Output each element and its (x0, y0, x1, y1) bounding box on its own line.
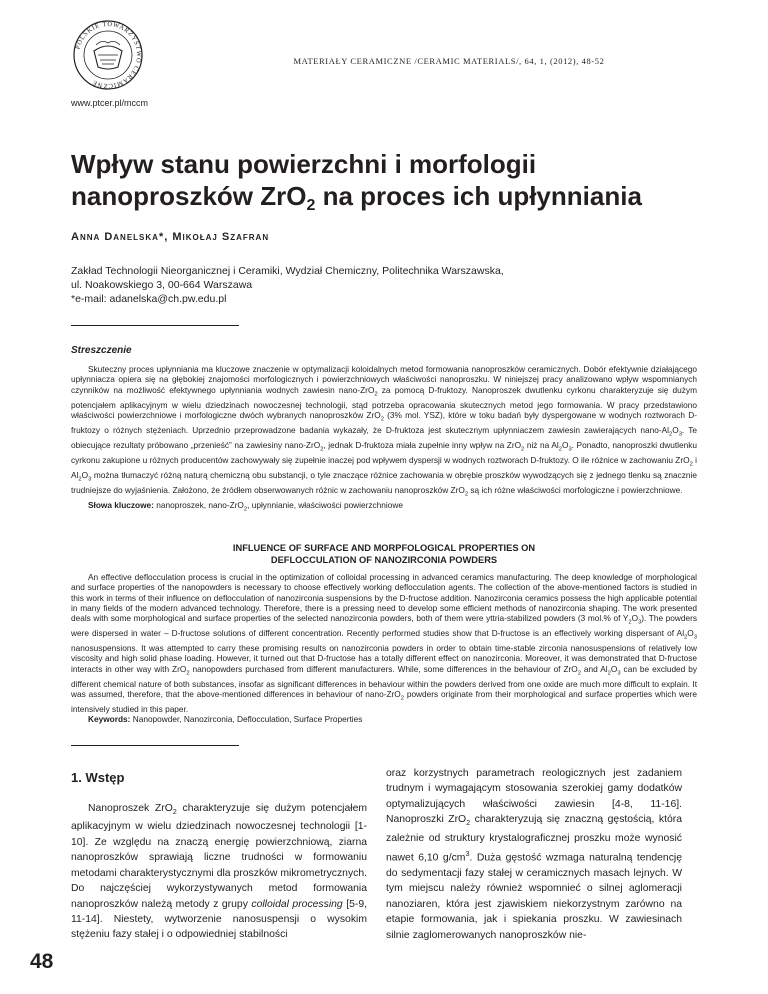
body-column-right: oraz korzystnych parametrach reologicznych jest zadaniem trudnym i wymagającym stosowania szerokiej gamy dodatków optymalizujących właściwości zawiesin [4-8, 11-16]. Nanoproszki ZrO$_2$ charakteryzują się znaczną gęstością, która zależnie od struktury krystalograficznej proszku może wynosić nawet 6,10 $g/cm^3$. Duża gęstość wzmaga naturalną tendencję do sedymentacji fazy stałej w ceramicznych masach lejnych. W tym miejscu należy również wspomnieć o silnej aglomeracji nanoziaren, która jest zjawiskiem niekorzystnym zarówno na etapie formowania, jak i spiekania proszku. W zawiesinach silnie zaglomerowanych nanoproszków nie- (386, 768, 682, 941)
divider (71, 325, 239, 326)
journal-header: MATERIAŁY CERAMICZNE /CERAMIC MATERIALS/, 64, 1, (2012), 48-52 (293, 56, 605, 66)
affiliation: Zakład Technologii Nieorganicznej i Ceramiki, Wydział Chemiczny, Politechnika Warszawska, ul. Noakowskiego 3, 00-664 Warszawa *e-mail: adanelska@ch.pw.edu.pl (71, 265, 504, 305)
abstract-pl: Skuteczny proces upłynniania ma kluczowe znaczenie w optymalizacji koloidalnych metod formowania nanoproszków ceramicznych. Dobór efektywnie działającego upłynniacza opiera się na głębokiej znajomości morfologicznych i powierzchniowych właściwości nanoproszku. W niniejszej pracy analizowano wpływ wspomnianych czynników na możliwość efektywnego upłynniania wodnych zawiesin nano-ZrO$_2$ za pomocą D-fruktozy. Nanoproszek dwutlenku cyrkonu charakteryzuje się dużym potencjałem aplikacyjnym w wielu dziedzinach nowoczesnej technologii, stąd potrzeba opracowania skutecznych metod jego formowania. W pracy przedstawiono właściwości powierzchniowe i morfologiczne dwóch wybranych nanoproszków ZrO$_2$ (3% mol. YSZ), które w toku badań były dyspergowane w wodnych roztworach D-fruktozy o różnych stężeniach. Uprzednio przeprowadzone badania wykazały, że D-fruktoza jest skutecznym upłynniaczem zawiesin zawierających nano-$Al_2O_3$. Te obiecujące rezultaty próbowano „przenieść” na zawiesiny nano-ZrO$_2$, jednak D-fruktoza miała zupełnie inny wpływ na ZrO$_2$ niż na $Al_2O_3$. Ponadto, nanoproszki dwutlenku cyrkonu zakupione u różnych producentów zachowywały się zupełnie inaczej pod wpływem dyspersji w wodnych roztworach D-fruktozy. O ile różnice w zachowaniu ZrO$_2$ i $Al_2O_3$ można tłumaczyć różną naturą chemiczną obu substancji, o tyle znaczące różnice zachowania w obrębie proszków wywodzących się z jednego tlenku są znacznie trudniejsze do wyjaśnienia. Założono, że źródłem obserwowanych różnic w zachowaniu nanoproszków ZrO$_2$ są ich różne właściwości morfologiczne i powierzchniowe. Słowa kluczowe: nanoproszek, nano-ZrO$_2$, upłynnianie, właściwości powierzchniowe (71, 364, 697, 515)
abstract-en: An effective deflocculation process is crucial in the optimization of colloidal processing in advanced ceramics manufacturing. The deep knowledge of morphological and surface properties of the nanopowders is necessary to choose effectively working deflocculation agents. The collection of the above-mentioned factors is studied in this work in terms of their influence on deflocculation of nanozirconia suspensions by the D-fructose addition. Nanozirconia ceramics possess the high applicable potential in many fields of the modern advanced technology. Therefore, there is a pressing need to develop some efficient methods of nanozirconia shaping. The work presented deals with some morphological and surface properties of the selected nanozirconia powders, both of them were yttria-stabilized powders (3 mol.% of $Y_2O_3$). The powders were dispersed in water – D-fructose solutions of different concentration. Recently performed studies show that D-fructose is an effectively working dispersant of $Al_2O_3$ nanosuspensions. It was attempted to carry these promising results on nanozirconia powders in order to obtain time-stable zirconia nanosuspensions of relatively low viscosity and high solid phase loading. However, it turned out that D-fructose has a totally different effect on nanozirconia. Moreover, it was demonstrated that D-fructose interacts in other way with ZrO$_2$ nanopowders purchased from different manufacturers. While, some differences in the behaviour of ZrO$_2$ and $Al_2O_3$ can be excluded by different chemical nature of both substances, insofar as significant differences in behaviour within the powders derived from one oxide are much more difficult to explain. It was assumed, therefore, that the above-mentioned differences in behaviour of nano-ZrO$_2$ powders originate from their morphological and surface properties which were intensively studied in this paper. Keywords: Nanopowder, Nanozirconia, Deflocculation, Surface Properties (71, 572, 698, 725)
abstract-pl-heading: Streszczenie (71, 345, 132, 356)
section-heading: 1. Wstęp (71, 770, 125, 785)
page-number: 48 (30, 950, 54, 973)
keywords-pl: Słowa kluczowe: nanoproszek, nano-ZrO$_2$, upłynnianie, właściwości powierzchniowe (88, 499, 403, 513)
divider (71, 745, 239, 746)
keywords-en: Keywords: Nanopowder, Nanozirconia, Deflocculation, Surface Properties (88, 714, 363, 725)
society-logo (58, 15, 158, 95)
logo-ring-text: POLSKIE TOWARZYSTWO CERAMICZNE (74, 20, 143, 90)
article-title: Wpływ stanu powierzchni i morfologii nanoproszków ZrO$_2$ na proces ich upłynniania (71, 149, 642, 214)
body-column-left: 1. Wstęp Nanoproszek ZrO$_2$ charakteryzuje się dużym potencjałem aplikacyjnym w wielu dziedzinach nowoczesnej technologii [1-10]. Ze względu na znaczą energię powierzchniową, ziarna nanoproszków sprawiają liczne trudności w formowaniu metodami charakterystycznymi dla proszków mikrometrycznych. Do najczęściej wykorzystywanych metod formowania nanoproszków należą metody z grupy colloidal processing [5-9, 11-14]. Niestety, wytworzenie nanosuspensji o wysokim stężeniu fazy stałej i o odpowiedniej stabilności (71, 770, 368, 941)
authors: Anna Danelska*, Mikołaj Szafran (71, 231, 270, 243)
journal-url[interactable]: www.ptcer.pl/mccm (71, 98, 149, 108)
english-title: INFLUENCE OF SURFACE AND MORPFOLOGICAL PROPERTIES ON DEFLOCCULATION OF NANOZIRCONIA POWDERS (232, 543, 536, 565)
author-email[interactable]: *e-mail: adanelska@ch.pw.edu.pl (71, 293, 227, 305)
